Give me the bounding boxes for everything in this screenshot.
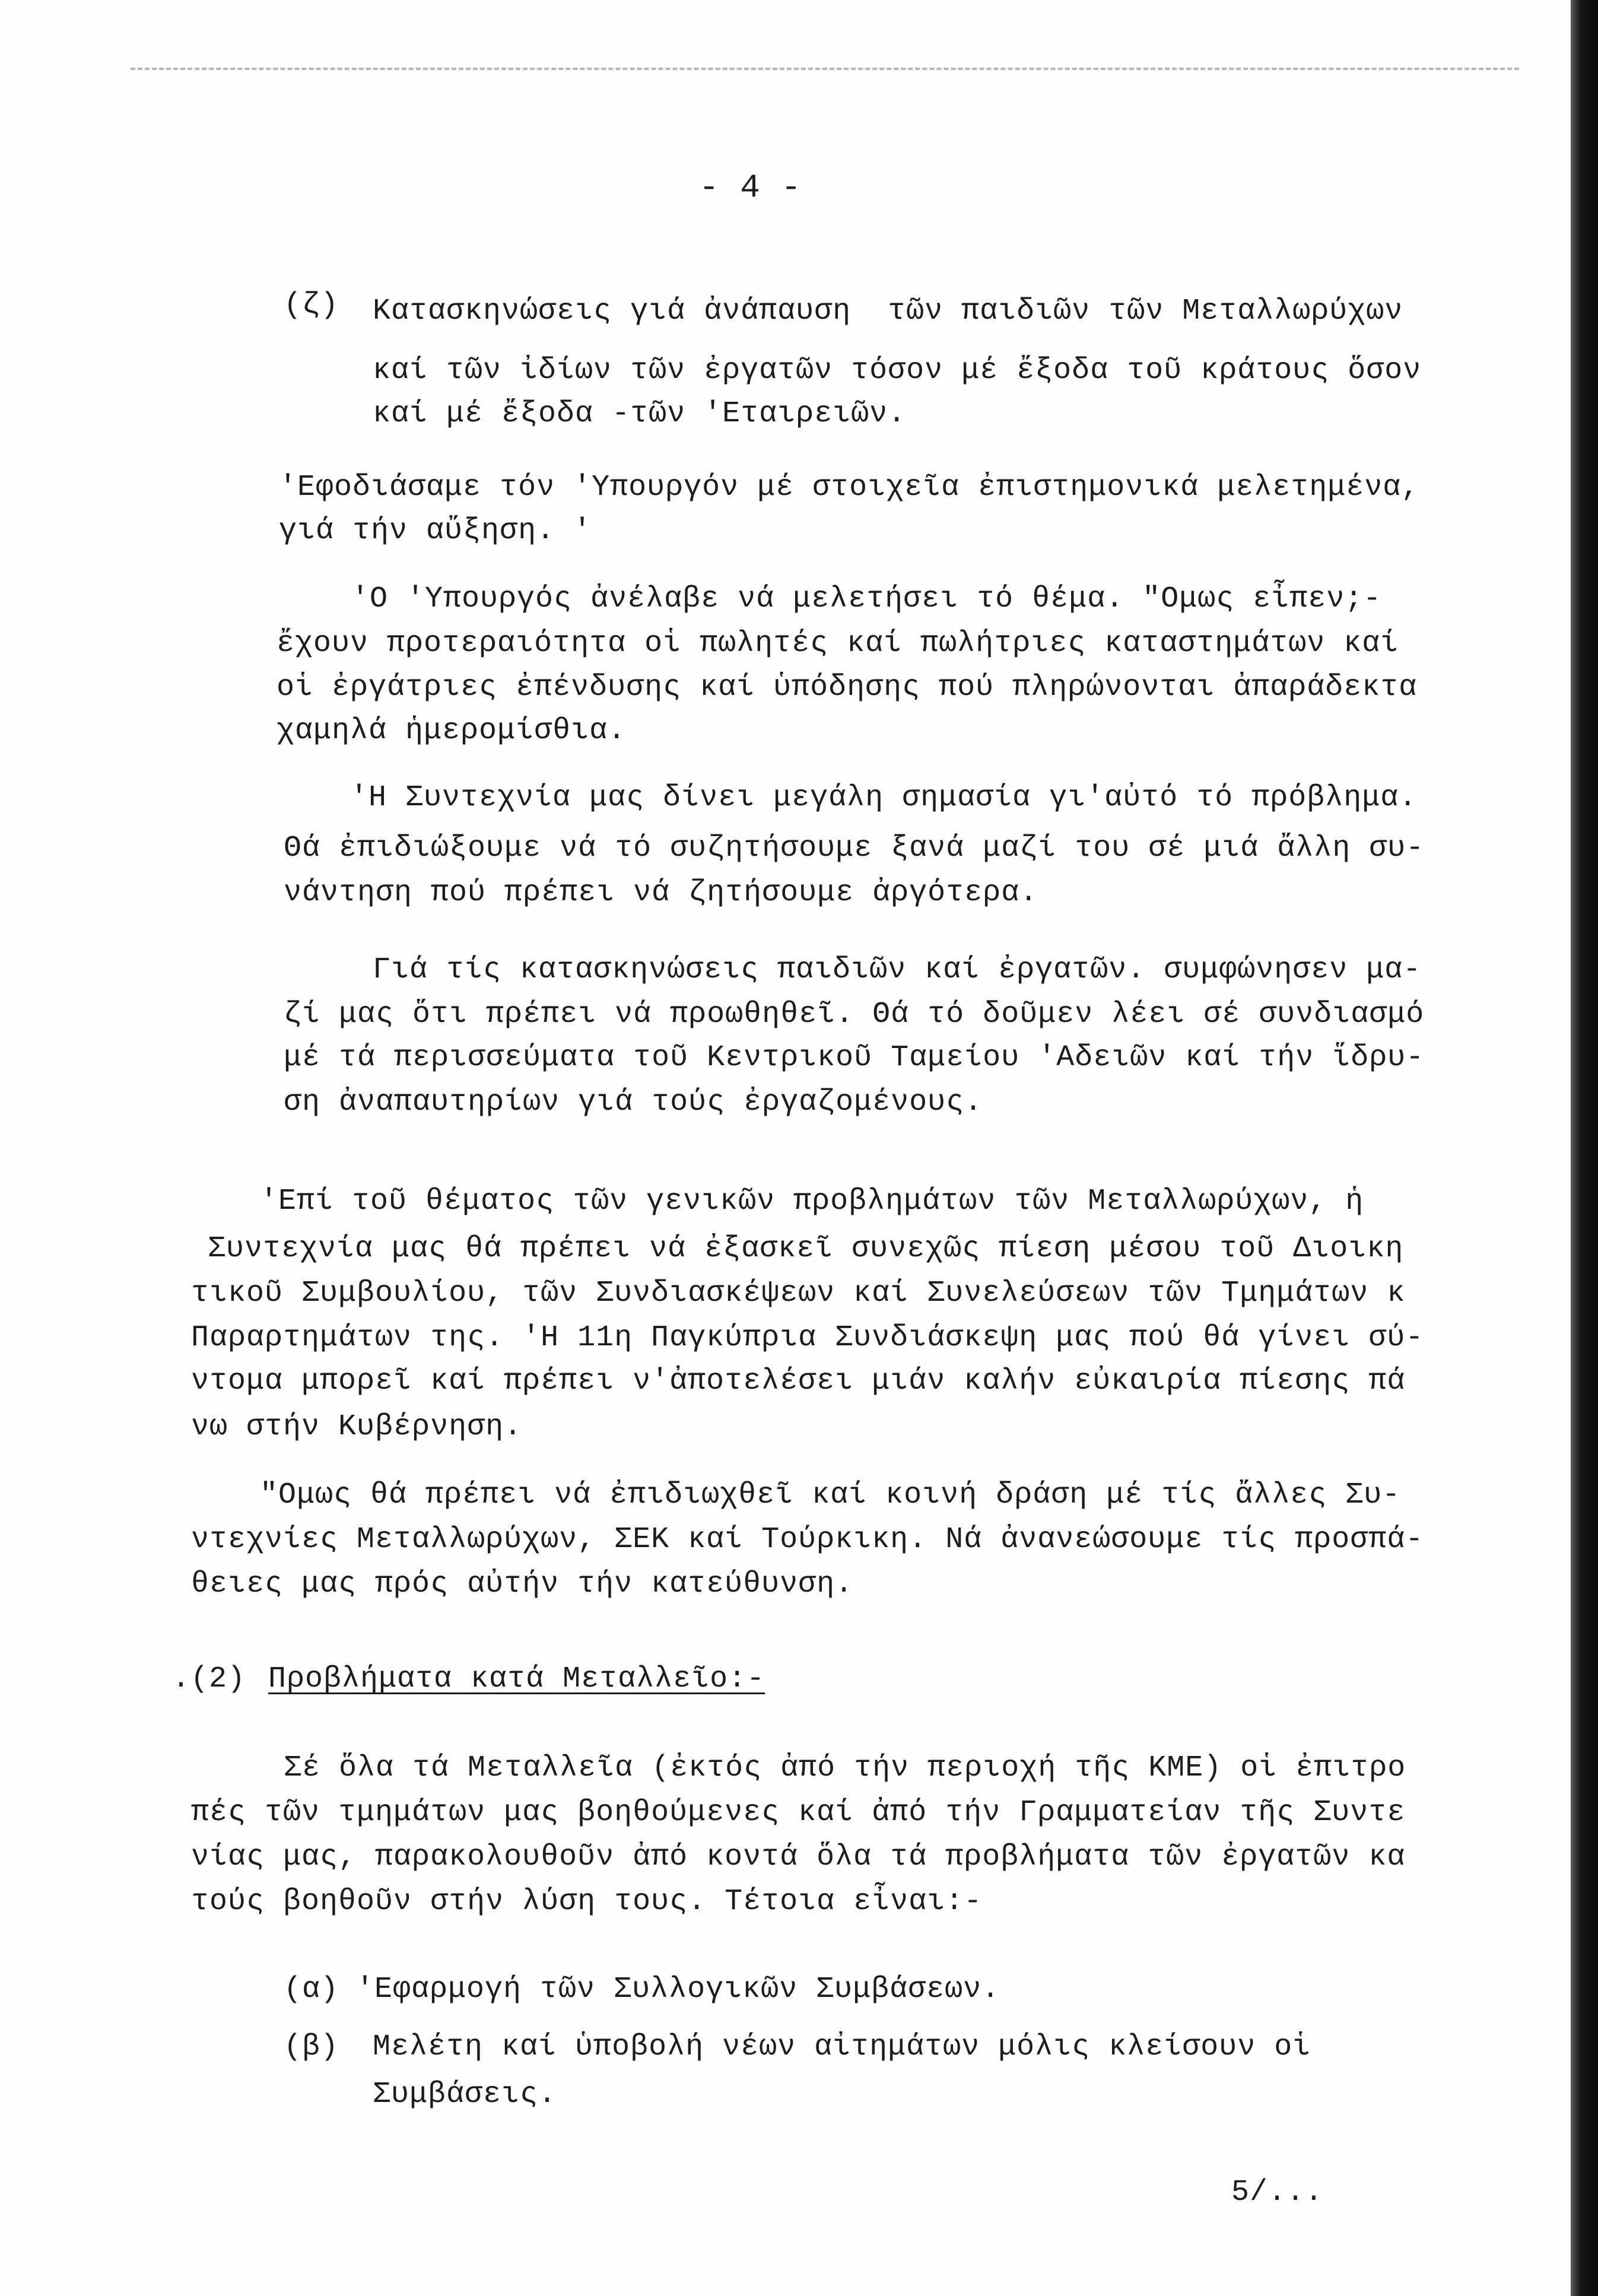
continuation-marker: 5/... [1231, 2176, 1324, 2209]
item-z-line: Κατασκηνώσεις γιά ἀνάπαυση τῶν παιδιῶν τῶν Μεταλλωρύχων [373, 294, 1403, 328]
para-line: 'Η Συντεχνία μας δίνει μεγάλη σημασία γι'αὐτό τό πρόβλημα. [350, 781, 1418, 815]
para-line: ἔχουν προτεραιότητα οἱ πωλητές καί πωλήτριες καταστημάτων καί [277, 627, 1399, 660]
para-line: τούς βοηθοῦν στήν λύση τους. Τέτοια εἶναι:- [191, 1885, 983, 1919]
para-line: 'Ο 'Υπουργός ἀνέλαβε νά μελετήσει τό θέμα. "Ομως εἶπεν;- [351, 582, 1382, 616]
para-line: Συντεχνία μας θά πρέπει νά ἐξασκεῖ συνεχῶς πίεση μέσου τοῦ Διοικη [208, 1232, 1404, 1266]
para-line: νάντηση πού πρέπει νά ζητήσουμε ἀργότερα. [284, 876, 1038, 910]
item-z-line: καί τῶν ἰδίων τῶν ἐργατῶν τόσον μέ ἔξοδα τοῦ κράτους ὅσον [373, 354, 1422, 388]
para-line: ση ἀναπαυτηρίων γιά τούς ἐργαζομένους. [284, 1085, 983, 1119]
para-line: πές τῶν τμημάτων μας βοηθούμενες καί ἀπό τήν Γραμματείαν τῆς Συντε [191, 1796, 1406, 1830]
para-line: Θά ἐπιδιώξουμε νά τό συζητήσουμε ξανά μαζί του σέ μιά ἄλλη συ- [284, 831, 1425, 865]
list-marker: (α) [284, 1973, 339, 2006]
section-number: .(2) [172, 1662, 246, 1696]
para-line: νίας μας, παρακολουθοῦν ἀπό κοντά ὅλα τά προβλήματα τῶν ἐργατῶν κα [191, 1840, 1406, 1874]
list-item-line: Μελέτη καί ὑποβολή νέων αἰτημάτων μόλις κλείσουν οἱ [373, 2030, 1311, 2064]
para-line: ζί μας ὅτι πρέπει νά προωθηθεῖ. Θά τό δοῦμεν λέει σέ συνδιασμό [284, 998, 1425, 1031]
page-number: - 4 - [699, 169, 802, 207]
item-z-line: καί μέ ἔξοδα -τῶν 'Εταιρειῶν. [373, 397, 907, 431]
para-line: Σέ ὅλα τά Μεταλλεῖα (ἐκτός ἀπό τήν περιοχή τῆς ΚΜΕ) οἱ ἐπιτρο [284, 1751, 1406, 1785]
list-item-line: Συμβάσεις. [373, 2078, 557, 2111]
list-marker: (β) [284, 2030, 339, 2064]
item-z-marker: (ζ) [284, 288, 339, 322]
para-line: Γιά τίς κατασκηνώσεις παιδιῶν καί ἐργατῶν. συμφώνησεν μα- [373, 953, 1422, 987]
para-line: χαμηλά ἡμερομίσθια. [277, 714, 627, 748]
para-line: μέ τά περισσεύματα τοῦ Κεντρικοῦ Ταμείου 'Αδειῶν καί τήν ἵδρυ- [284, 1041, 1425, 1075]
para-line: "Ομως θά πρέπει νά ἐπιδιωχθεῖ καί κοινή δράση μέ τίς ἄλλες Συ- [260, 1478, 1401, 1512]
para-line: ντομα μπορεῖ καί πρέπει ν'ἀποτελέσει μιάν καλήν εὐκαιρία πίεσης πά [191, 1364, 1406, 1398]
para-line: θειες μας πρός αὐτήν τήν κατεύθυνση. [191, 1567, 854, 1601]
scan-edge-shadow [1571, 0, 1598, 2296]
para-line: γιά τήν αὔξηση. ' [279, 514, 592, 548]
top-dashed-rule [131, 68, 1519, 70]
list-item-line: 'Εφαρμογή τῶν Συλλογικῶν Συμβάσεων. [356, 1973, 1000, 2006]
para-line: νω στήν Κυβέρνηση. [191, 1410, 523, 1444]
para-line: Παραρτημάτων της. 'Η 11η Παγκύπρια Συνδιάσκεψη μας πού θά γίνει σύ- [191, 1321, 1424, 1355]
para-line: 'Εφοδιάσαμε τόν 'Υπουργόν μέ στοιχεῖα ἐπιστημονικά μελετημένα, [279, 471, 1420, 504]
para-line: 'Επί τοῦ θέματος τῶν γενικῶν προβλημάτων τῶν Μεταλλωρύχων, ἡ [260, 1184, 1364, 1218]
para-line: τικοῦ Συμβουλίου, τῶν Συνδιασκέψεων καί Συνελεύσεων τῶν Τμημάτων κ [191, 1276, 1406, 1310]
section-title: Προβλήματα κατά Μεταλλεῖο:- [268, 1662, 765, 1696]
para-line: ντεχνίες Μεταλλωρύχων, ΣΕΚ καί Τούρκικη. Νά ἀνανεώσουμε τίς προσπά- [191, 1523, 1424, 1557]
para-line: οἱ ἐργάτριες ἐπένδυσης καί ὑπόδησης πού πληρώνονται ἀπαράδεκτα [277, 671, 1418, 704]
